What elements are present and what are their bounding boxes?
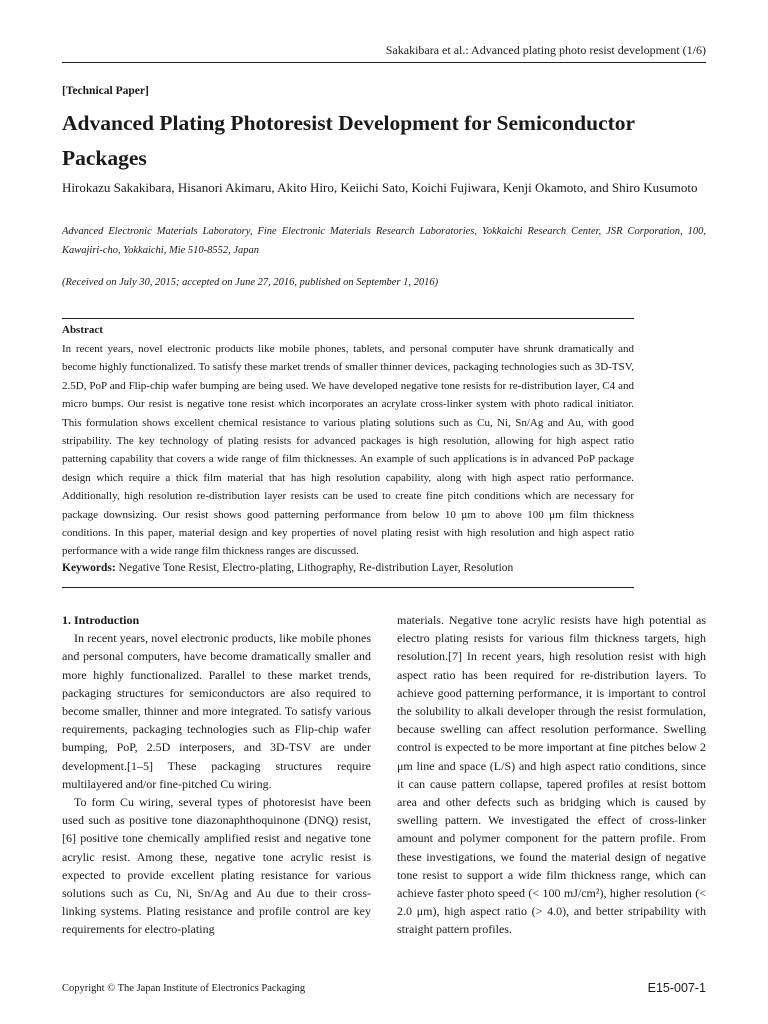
abstract-body: In recent years, novel electronic products like mobile phones, tablets, and personal computer have shrunk dramatically and become highly functionalized. To satisfy these market trends of smaller thinner devices, packaging technologies such as 3D-TSV, 2.5D, PoP and Flip-chip wafer bumping are being used. We have developed negative tone resists for re-distribution layer, C4 and micro bumps. Our resist is negative tone resist which incorporates an acrylate cross-linker system with photo radical initiator. This formulation shows excellent chemical resistance to various plating solutions such as Cu, Ni, Sn/Ag and Au, with good stripability. The key technology of plating resists for advanced packages is high resolution, allowing for high aspect ratio patterning capability that covers a wide range of film thicknesses. An example of such applications is in advanced PoP package design which require a thick film material that has high resolution capability, along with high aspect ratio performance. Additionally, high resolution re-distribution layer resists can be used to create fine pitch conditions which are necessary for package downsizing. Our resist shows good patterning performance from below 10 μm to above 100 μm film thickness conditions. In this paper, material design and key properties of novel plating resist with high resolution and high aspect ratio performance with a wide range film thickness ranges are discussed. <box>62 343 634 558</box>
paper-title: Advanced Plating Photoresist Development for Semiconductor Packages <box>62 111 635 170</box>
paper-type-tag: [Technical Paper] <box>62 85 149 97</box>
keywords <box>62 562 634 574</box>
keywords-label: Keywords: <box>62 562 116 574</box>
body-column-right <box>397 611 706 939</box>
keywords-list: Negative Tone Resist, Electro-plating, Lithography, Re-distribution Layer, Resolution <box>118 562 514 574</box>
author-list: Hirokazu Sakakibara, Hisanori Akimaru, Akito Hiro, Keiichi Sato, Koichi Fujiwara, Kenji Okamoto, and Shiro Kusumoto <box>62 180 698 195</box>
abstract-top-rule <box>62 318 634 319</box>
copyright-notice: Copyright © The Japan Institute of Electronics Packaging <box>62 983 306 994</box>
paragraph: To form Cu wiring, several types of photoresist have been used such as positive tone diazonaphthoquinone (DNQ) resist,[6] positive tone chemically amplified resist and negative tone acrylic resist. Among these, negative tone acrylic resist is expected to provide excellent plating resistance for various solutions such as Cu, Ni, Sn/Ag and Au due to their cross-linking systems. Plating resistance and profile control are key requirements for electro-plating <box>62 795 371 937</box>
abstract-heading: Abstract <box>62 324 103 336</box>
abstract-bottom-rule <box>62 587 634 588</box>
paragraph: In recent years, novel electronic products, like mobile phones and personal computers, have become dramatically smaller and more highly functionalized. Parallel to these market trends, packaging structures for semiconductors are also required to become smaller, thinner and more integrated. To satisfy various requirements, packaging technologies such as Flip-chip wafer bumping, PoP, 2.5D interposers, and 3D-TSV are under development.[1–5] These packaging structures require multilayered and/or fine-pitched Cu wiring. <box>62 631 371 791</box>
section-heading: 1. Introduction <box>62 613 140 627</box>
received-dates: (Received on July 30, 2015; accepted on June 27, 2016, published on September 1, 2016) <box>62 277 439 288</box>
running-head: Sakakibara et al.: Advanced plating photo resist development (1/6) <box>385 43 706 57</box>
page-identifier: E15-007-1 <box>647 981 706 995</box>
header-rule <box>62 62 706 63</box>
body-column-left <box>62 611 371 939</box>
paragraph: materials. Negative tone acrylic resists have high potential as electro plating resists for various film thickness targets, high resolution.[7] In recent years, high resolution resist with high aspect ratio has been required for re-distribution layers. To achieve good patterning performance, it is important to control the solubility to alkali developer through the resist formulation, because swelling can affect resolution performance. Swelling control is expected to be more important at fine pitches below 2 μm line and space (L/S) and high aspect ratio conditions, since it can cause pattern collapse, tapered profiles at resist bottom area and other defects such as bridging which is caused by swelling pattern. We investigated the effect of cross-linker amount and polymer component for the pattern profile. From these investigations, we found the material design of negative tone resist to support a wide film thickness range, which can achieve faster photo speed (< 100 mJ/cm²), higher resolution (< 2.0 μm), high aspect ratio (> 4.0), and better stripability with straight pattern profiles. <box>397 613 706 937</box>
affiliation: Advanced Electronic Materials Laboratory, Fine Electronic Materials Research Laboratories, Yokkaichi Research Center, JSR Corporation, 100, Kawajiri-cho, Yokkaichi, Mie 510-8552, Japan <box>62 226 706 256</box>
